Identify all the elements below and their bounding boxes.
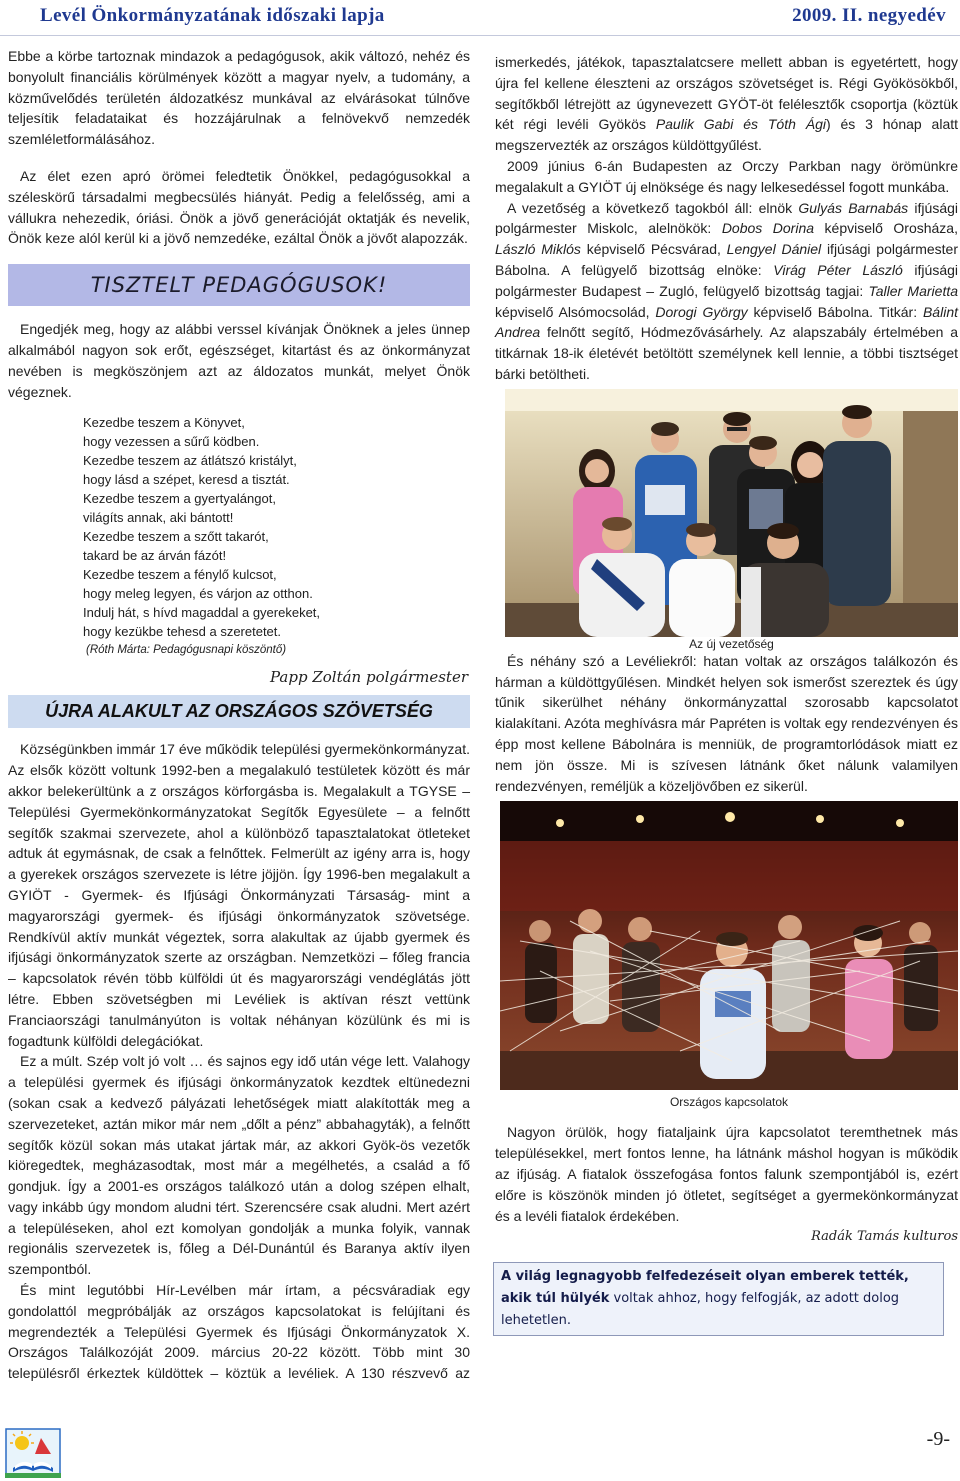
text-segment: képviselő Alsómocsolád,	[495, 303, 656, 320]
book-sun-logo-icon	[5, 1428, 61, 1478]
poem-line: Kezedbe teszem a fénylő kulcsot,	[83, 567, 277, 583]
person-name: Dobos Dorina	[721, 220, 815, 237]
person-name: László Miklós	[495, 241, 581, 258]
text-segment: ifjúsági polgármester Miskolc, alelnökök:	[495, 199, 959, 237]
right-column	[495, 52, 958, 1336]
group-photo-new-leadership	[505, 389, 958, 637]
author-signature: Radák Tamás kulturos	[811, 1229, 958, 1245]
poem-line: Kezedbe teszem az átlátszó kristályt,	[83, 453, 297, 469]
person-name: Dorogi György	[655, 303, 748, 320]
text-segment: ismerkedés, játékok, tapasztalatcsere mellett abban is egyetértett, hogy újra fel kellene éleszteni az országos szövetséget is. Régi Gyökösökből, segítőkből létrejött az úgynevezett GYÖT-öt felélesztők csoportja (köztük két régi levéli Gyökös	[495, 54, 958, 133]
poem-intro-paragraph: Engedjék meg, hogy az alábbi verssel kívánjak Önöknek a jeles ünnep alkalmából nagyon sok erőt, egészséget, kitartást és az önkormányzat nevében is megköszönjem azt az áldozatos munkát, melyet Önök végeznek.	[8, 321, 470, 400]
poem-source: (Róth Márta: Pedagógusnapi köszöntő)	[86, 644, 287, 657]
poem-line: Kezedbe teszem a szőtt takarót,	[83, 529, 269, 545]
article-paragraph: Községünkben immár 17 éve működik települési gyermekönkormányzat. Az elsők között voltunk 1992-ben a megalakuló testületek között és már akkor belekerültünk a z országos körforgásba is. Megalakult a TGYSE – Települési Gyermekönkormányzatokat Segítők Egyesülete – a felnőtt segítők szakmai szervezete, ahol a különböző tapasztalatokat ötleteket adtuk át egymásnak, de csak a felnőttek. Felmerült az igény arra is, hogy a gyerekek országos szervezete is létre jöjjön. Így 1996-ben megalakult a GYIÖT - Gyermek- és Ifjúsági Önkormányzati Társaság- mint a magyarországi gyermek- és ifjúsági önkormányzatok szövetsége. Rendkívül aktív munkát végeztek, sorra alakultak az újabb gyermek és ifjúsági önkormányzatok szerte az országban. Nemzetközi – főleg francia – kapcsolatok révén több külföldi út és magyarországi vendéglátás jött létre. Ebben szövetségben mi Levéliek is aktívan részt vettünk Franciaországi tanulmányúton is voltak néhányan közülünk és mi is fogadtunk külföldi delegációkat.	[8, 741, 470, 1049]
article-body	[8, 739, 470, 1384]
article-paragraph: Ez a múlt. Szép volt jó volt … és sajnos egy idő után vége lett. Valahogy a települési gyermek és ifjúsági önkormányzatok kezdtek eltünedezni (sokan csak a kedvező pályázati lehetőségek miatt alakították meg a szervezeteket, aztán mikor már nem „dőlt a pénz” abbahagyták), a felnőtt segítők közül sokan más utakat jártak már, az akkori Gyök-ös vezetők kiöregedtek, megházasodtak, most már a megélhetés, a család a fő gondjuk. Így a 2001-es országos találkozó után a dolog szépen elhalt, vagy inkább úgy mondom aludni tért. Szerencsére csak aludni. Mert azért a településeken, ahol ezt komolyan gondolják a munka folyik, vannak regionális szervezetek is, főleg a Dél-Dunántúl és Baranya aktív ilyen szempontból.	[8, 1053, 470, 1278]
left-column	[8, 46, 470, 1384]
intro-paragraph-2: Az élet ezen apró örömei feledtetik Önökkel, pedagógusokkal a széleskörű társadalmi megbecsülés hiányát. Pedig a felelősség, ami a vállukra nehezedik, óriási. Önök a jövő generációját oktatják és nevelik, Önök keze alól kerül ki a jövő nemzedéke, ezáltal Önök a jövőt alapozzák.	[8, 167, 470, 247]
text-segment: képviselő Orosháza,	[814, 220, 958, 237]
poem-line: hogy meleg legyen, és várjon az otthon.	[83, 586, 313, 602]
poem-line: Kezedbe teszem a gyertyalángot,	[83, 491, 276, 507]
text-segment: képviselő Pécsvárad,	[580, 241, 727, 258]
text-segment: képviselő Bábolna. Titkár:	[747, 303, 923, 320]
mayor-signature: Papp Zoltán polgármester	[269, 668, 468, 687]
photo-caption: Az új vezetőség	[689, 636, 774, 651]
poem-line: Indulj hát, s hívd magaddal a gyerekeket,	[83, 605, 321, 621]
header-rule	[0, 35, 960, 36]
poem-line: Kezedbe teszem a Könyvet,	[83, 415, 245, 431]
poem-line: világíts annak, aki bántott!	[83, 510, 234, 526]
quote-text: voltak ahhoz, hogy felfogják, az adott dolog lehetetlen.	[501, 1291, 900, 1329]
article-heading: ÚJRA ALAKULT AZ ORSZÁGOS SZÖVETSÉG	[8, 695, 470, 728]
quote-box	[493, 1262, 944, 1336]
text-segment: ifjúsági polgármester Budapest – Zugló, felügyelő bizottság tagjai:	[495, 261, 959, 299]
page-number: -9-	[926, 1428, 950, 1450]
quote-text-bold: A világ legnagyobb felfedezéseit olyan emberek tették, akik túl hülyék	[501, 1269, 909, 1307]
closing-paragraph: Nagyon örülök, hogy fiataljaink újra kapcsolatot teremthetnek más településekkel, mert fontos lenne, ha látnánk máshol hogyan is működik az ifjúság. A fiatalok összefogása fontos falunk szempontjából is, ezért előre is köszönök minden jó ötletet, segítséget a gyermekönkormányzat és a levéli fiatalok érdekében.	[495, 1124, 958, 1224]
poem	[8, 413, 470, 660]
article-paragraph: És mint legutóbbi Hír-Levélben már írtam, a pécsváradiak egy gondolattól megpróbálják az országos kapcsolatokat is felújítani és megrendezték a Települési Gyermek és Ifjúsági Önkormányzatok X. Országos Találkozóját 2009. március 20-22 között. Több mint 30 településről érkeztek küldöttek – köztük a levéliek. A 130 részvevő az	[8, 1282, 470, 1382]
text-segment: felnőtt segítő, Hódmezővásárhely. Az alapszabály értelmében a titkárnak 18-ik életévét betöltött személynek kell lennie, a többi tisztséget bárki betöltheti.	[495, 324, 958, 382]
person-name: Taller Marietta	[868, 282, 959, 299]
teachers-banner: TISZTELT PEDAGÓGUSOK!	[8, 264, 470, 306]
poem-line: hogy vezessen a sűrű ködben.	[83, 434, 260, 450]
names-italic: Paulik Gabi és Tóth Ági	[655, 116, 826, 133]
person-name: Bálint Andrea	[495, 303, 958, 341]
text-segment: A vezetőség a következő tagokból áll: elnök	[507, 199, 799, 216]
photo-national-meeting	[500, 801, 958, 1090]
poem-line: hogy kezükbe tehesd a szeretetet.	[83, 624, 282, 640]
intro-paragraph: Ebbe a körbe tartoznak mindazok a pedagógusok, akik változó, nehéz és bonyolult financiális körülmények között a magyar nyelv, a tudomány, a közművelődés területén áldozatkész munkával az elvárásokat túlnőve teljesítik feladataikat és hozzájárulnak a felnövekvő nemzedék szemléletformálásához.	[8, 48, 470, 148]
poem-line: takard be az árván fázót!	[83, 548, 227, 564]
issue-label: 2009. II. negyedév	[792, 5, 946, 26]
text-segment: ) és 3 hónap alatt megszervezték az országos küldöttgyűlést.	[495, 116, 959, 154]
person-name: Virág Péter László	[773, 261, 903, 278]
leadership-paragraph	[495, 198, 958, 385]
publication-title: Levél Önkormányzatának időszaki lapja	[40, 5, 385, 26]
article-paragraph-continued	[495, 52, 958, 156]
photo-caption: Országos kapcsolatok	[669, 1095, 789, 1110]
poem-line: hogy lásd a szépet, keresd a tisztát.	[83, 472, 290, 488]
person-name: Lengyel Dániel	[726, 241, 822, 258]
article-paragraph: 2009 június 6-án Budapesten az Orczy Parkban nagy örömünkre megalakult a GYIÖT új elnöksége és nagy lelkesedéssel fogott munkába.	[495, 157, 958, 195]
person-name: Gulyás Barnabás	[798, 199, 909, 216]
article-paragraph: És néhány szó a Levéliekről: hatan voltak az országos találkozón és hárman a küldöttgyűlésen. Mindkét helyen sok ismerőst szereztek és úgy tűnik sikerülhet néhány önkormányzattal szorosabb kapcsolatot kialakítani. Azóta meghívásra már Papréten is voltak egy rendezvényen és épp most kellene Bábolnára is menniük, de programtorlódások miatt ez nem jön össze. Mi is szívesen látnánk őket nálunk valamilyen rendezvényen, reméljük a közeljövőben ez sikerül.	[495, 652, 958, 794]
text-segment: ifjúsági polgármester Bábolna. A felügyelő bizottság elnöke:	[495, 241, 959, 278]
